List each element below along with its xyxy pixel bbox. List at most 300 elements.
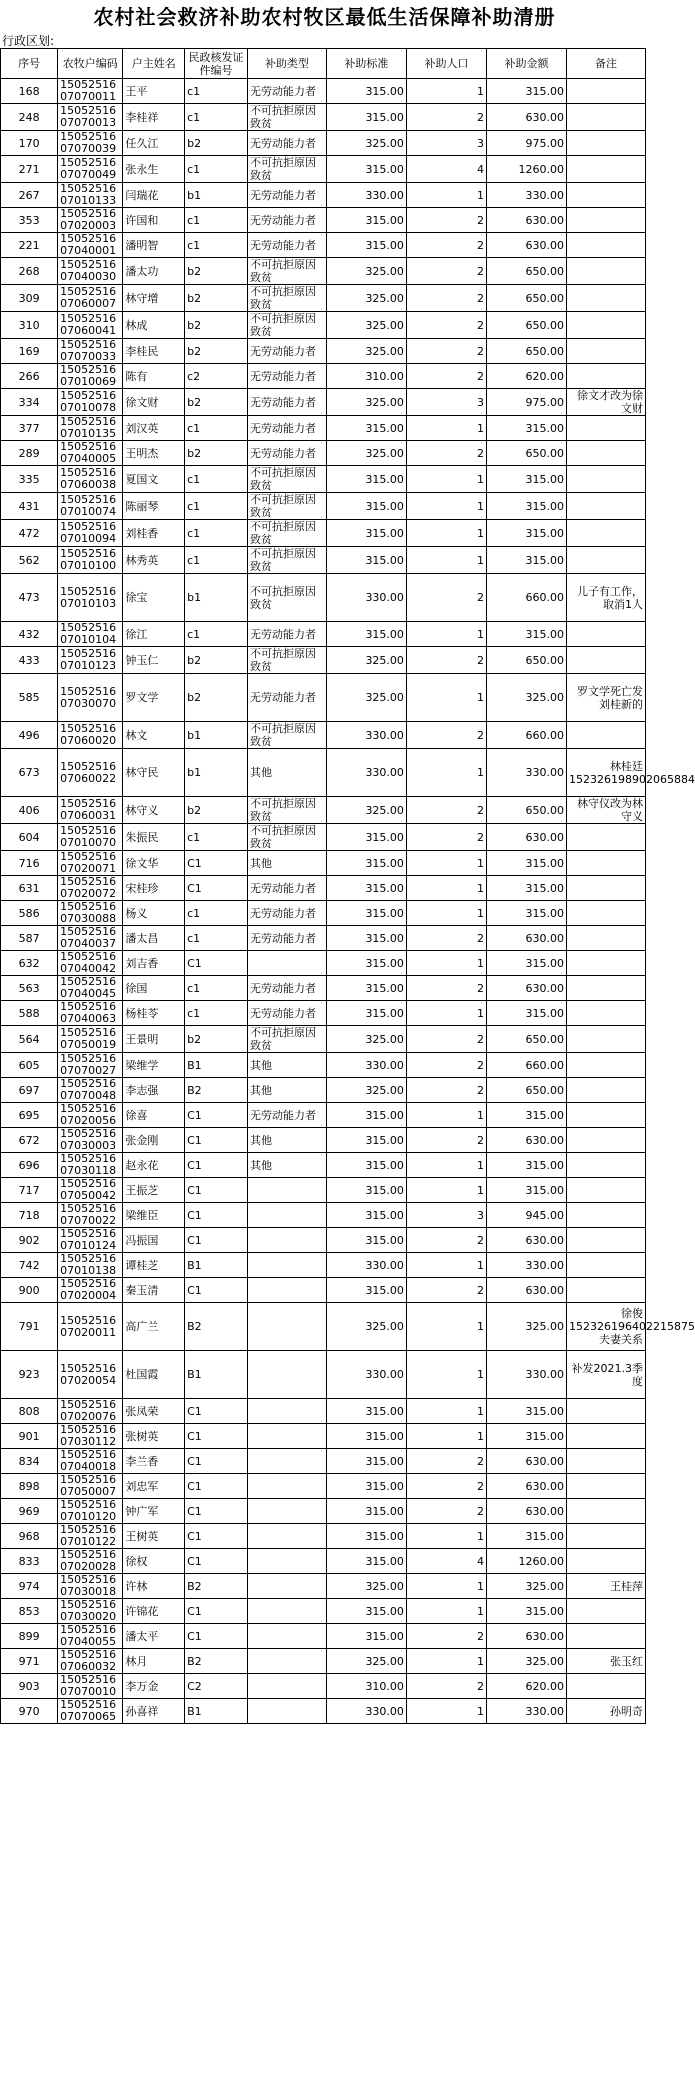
cell-pop: 2: [406, 312, 486, 339]
cell-pop: 3: [406, 389, 486, 416]
cell-type: [247, 1203, 326, 1228]
cell-name: 杨桂苓: [123, 1001, 185, 1026]
cell-type: [247, 1674, 326, 1699]
cell-pop: 1: [406, 1178, 486, 1203]
cell-name: 李志强: [123, 1078, 185, 1103]
cell-std: 315.00: [326, 1103, 406, 1128]
cell-seq: 631: [1, 876, 58, 901]
cell-seq: 309: [1, 285, 58, 312]
cell-cert: c1: [185, 493, 248, 520]
cell-code: 1505251607030088: [58, 901, 123, 926]
cell-seq: 673: [1, 749, 58, 797]
cell-code: 1505251607070033: [58, 339, 123, 364]
cell-amt: 630.00: [486, 926, 566, 951]
cell-std: 330.00: [326, 1699, 406, 1724]
cell-name: 张永生: [123, 156, 185, 183]
cell-name: 徐权: [123, 1549, 185, 1574]
cell-type: [247, 1253, 326, 1278]
cell-amt: 630.00: [486, 1228, 566, 1253]
table-row: [1, 1278, 646, 1303]
cell-std: 315.00: [326, 208, 406, 233]
cell-cert: c1: [185, 1001, 248, 1026]
cell-note: 补发2021.3季度: [567, 1351, 646, 1399]
cell-pop: 2: [406, 1026, 486, 1053]
cell-amt: 315.00: [486, 901, 566, 926]
cell-cert: C1: [185, 876, 248, 901]
cell-std: 315.00: [326, 1399, 406, 1424]
cell-code: 1505251607010124: [58, 1228, 123, 1253]
cell-name: 罗文学: [123, 674, 185, 722]
cell-std: 325.00: [326, 389, 406, 416]
cell-std: 315.00: [326, 156, 406, 183]
cell-pop: 1: [406, 1524, 486, 1549]
cell-name: 梁维学: [123, 1053, 185, 1078]
cell-pop: 1: [406, 520, 486, 547]
cell-code: 1505251607040045: [58, 976, 123, 1001]
cell-code: 1505251607020072: [58, 876, 123, 901]
cell-seq: 563: [1, 976, 58, 1001]
cell-std: 325.00: [326, 312, 406, 339]
cell-pop: 2: [406, 1674, 486, 1699]
cell-type: 无劳动能力者: [247, 901, 326, 926]
cell-pop: 2: [406, 824, 486, 851]
cell-pop: 2: [406, 1449, 486, 1474]
cell-pop: 2: [406, 364, 486, 389]
cell-note: [567, 824, 646, 851]
cell-pop: 1: [406, 674, 486, 722]
cell-note: [567, 901, 646, 926]
cell-note: 徐俊152326196402215875夫妻关系: [567, 1303, 646, 1351]
table-row: [1, 674, 646, 722]
cell-amt: 315.00: [486, 1001, 566, 1026]
cell-pop: 2: [406, 104, 486, 131]
cell-seq: 266: [1, 364, 58, 389]
cell-name: 李万金: [123, 1674, 185, 1699]
cell-std: 330.00: [326, 574, 406, 622]
cell-amt: 325.00: [486, 1303, 566, 1351]
table-row: [1, 574, 646, 622]
table-row: [1, 208, 646, 233]
cell-seq: 586: [1, 901, 58, 926]
cell-code: 1505251607040037: [58, 926, 123, 951]
cell-note: [567, 1499, 646, 1524]
cell-type: 无劳动能力者: [247, 876, 326, 901]
cell-cert: c1: [185, 926, 248, 951]
cell-pop: 4: [406, 1549, 486, 1574]
cell-type: [247, 1549, 326, 1574]
cell-name: 林成: [123, 312, 185, 339]
cell-amt: 315.00: [486, 1599, 566, 1624]
table-row: [1, 1103, 646, 1128]
cell-type: 其他: [247, 1053, 326, 1078]
cell-pop: 1: [406, 416, 486, 441]
cell-code: 1505251607070027: [58, 1053, 123, 1078]
cell-type: 不可抗拒原因致贫: [247, 285, 326, 312]
cell-code: 1505251607060032: [58, 1649, 123, 1674]
cell-code: 1505251607020071: [58, 851, 123, 876]
cell-cert: c1: [185, 547, 248, 574]
cell-cert: C1: [185, 1228, 248, 1253]
cell-type: [247, 1624, 326, 1649]
cell-note: 林守仪改为林守义: [567, 797, 646, 824]
cell-code: 1505251607010069: [58, 364, 123, 389]
table-row: [1, 364, 646, 389]
cell-code: 1505251607070013: [58, 104, 123, 131]
cell-pop: 1: [406, 1103, 486, 1128]
cell-amt: 660.00: [486, 1053, 566, 1078]
cell-amt: 650.00: [486, 797, 566, 824]
cell-note: [567, 1524, 646, 1549]
cell-amt: 315.00: [486, 547, 566, 574]
cell-seq: 902: [1, 1228, 58, 1253]
cell-amt: 650.00: [486, 441, 566, 466]
cell-std: 315.00: [326, 851, 406, 876]
cell-name: 王平: [123, 79, 185, 104]
table-row: [1, 797, 646, 824]
header-std: 补助标准: [326, 49, 406, 79]
cell-seq: 853: [1, 1599, 58, 1624]
cell-std: 315.00: [326, 1278, 406, 1303]
table-row: [1, 1078, 646, 1103]
cell-seq: 604: [1, 824, 58, 851]
cell-note: [567, 364, 646, 389]
cell-pop: 2: [406, 1053, 486, 1078]
cell-std: 325.00: [326, 1026, 406, 1053]
table-row: [1, 285, 646, 312]
cell-amt: 660.00: [486, 574, 566, 622]
cell-cert: C2: [185, 1674, 248, 1699]
cell-seq: 672: [1, 1128, 58, 1153]
cell-cert: b1: [185, 183, 248, 208]
cell-name: 刘桂香: [123, 520, 185, 547]
cell-amt: 315.00: [486, 416, 566, 441]
cell-pop: 2: [406, 441, 486, 466]
cell-pop: 2: [406, 1278, 486, 1303]
cell-type: 不可抗拒原因致贫: [247, 574, 326, 622]
cell-seq: 834: [1, 1449, 58, 1474]
cell-cert: C1: [185, 1474, 248, 1499]
cell-name: 钟广军: [123, 1499, 185, 1524]
table-row: [1, 1549, 646, 1574]
header-note: 备注: [567, 49, 646, 79]
cell-note: [567, 722, 646, 749]
cell-std: 315.00: [326, 976, 406, 1001]
cell-name: 张金刚: [123, 1128, 185, 1153]
cell-seq: 169: [1, 339, 58, 364]
cell-name: 朱振民: [123, 824, 185, 851]
cell-seq: 473: [1, 574, 58, 622]
cell-code: 1505251607020054: [58, 1351, 123, 1399]
cell-std: 325.00: [326, 441, 406, 466]
cell-amt: 650.00: [486, 647, 566, 674]
cell-code: 1505251607040001: [58, 233, 123, 258]
cell-seq: 898: [1, 1474, 58, 1499]
cell-std: 310.00: [326, 1674, 406, 1699]
table-row: [1, 131, 646, 156]
table-row: [1, 876, 646, 901]
cell-pop: 1: [406, 1424, 486, 1449]
cell-std: 325.00: [326, 1078, 406, 1103]
cell-code: 1505251607010100: [58, 547, 123, 574]
cell-amt: 315.00: [486, 520, 566, 547]
cell-cert: C1: [185, 1278, 248, 1303]
cell-cert: b2: [185, 674, 248, 722]
cell-type: 无劳动能力者: [247, 926, 326, 951]
cell-type: 无劳动能力者: [247, 339, 326, 364]
header-amt: 补助金额: [486, 49, 566, 79]
cell-pop: 1: [406, 876, 486, 901]
cell-name: 许锦花: [123, 1599, 185, 1624]
table-row: [1, 416, 646, 441]
cell-seq: 335: [1, 466, 58, 493]
cell-note: [567, 1253, 646, 1278]
cell-cert: b1: [185, 749, 248, 797]
cell-note: [567, 1674, 646, 1699]
cell-name: 任久江: [123, 131, 185, 156]
cell-pop: 2: [406, 647, 486, 674]
table-row: [1, 183, 646, 208]
cell-cert: C1: [185, 851, 248, 876]
cell-std: 325.00: [326, 1649, 406, 1674]
table-row: [1, 1499, 646, 1524]
cell-cert: c1: [185, 520, 248, 547]
cell-code: 1505251607060038: [58, 466, 123, 493]
cell-code: 1505251607010135: [58, 416, 123, 441]
table-row: [1, 1228, 646, 1253]
cell-std: 315.00: [326, 824, 406, 851]
cell-pop: 2: [406, 1128, 486, 1153]
table-row: [1, 622, 646, 647]
cell-cert: c1: [185, 233, 248, 258]
cell-name: 夏国文: [123, 466, 185, 493]
cell-note: [567, 926, 646, 951]
cell-type: 其他: [247, 851, 326, 876]
cell-cert: C1: [185, 1424, 248, 1449]
cell-std: 315.00: [326, 1001, 406, 1026]
cell-pop: 2: [406, 208, 486, 233]
cell-pop: 1: [406, 493, 486, 520]
cell-pop: 2: [406, 574, 486, 622]
cell-type: 无劳动能力者: [247, 131, 326, 156]
cell-cert: c1: [185, 416, 248, 441]
cell-std: 315.00: [326, 493, 406, 520]
cell-note: [567, 285, 646, 312]
cell-name: 潘明智: [123, 233, 185, 258]
cell-seq: 695: [1, 1103, 58, 1128]
table-row: [1, 1178, 646, 1203]
region-label: 行政区划:: [2, 34, 55, 48]
cell-code: 1505251607070010: [58, 1674, 123, 1699]
cell-pop: 2: [406, 797, 486, 824]
cell-code: 1505251607030070: [58, 674, 123, 722]
cell-cert: c1: [185, 824, 248, 851]
cell-seq: 899: [1, 1624, 58, 1649]
cell-amt: 325.00: [486, 1574, 566, 1599]
table-row: [1, 1203, 646, 1228]
table-row: [1, 520, 646, 547]
table-row: [1, 1599, 646, 1624]
cell-amt: 650.00: [486, 1026, 566, 1053]
cell-seq: 791: [1, 1303, 58, 1351]
cell-type: 无劳动能力者: [247, 416, 326, 441]
table-row: [1, 1649, 646, 1674]
cell-amt: 630.00: [486, 824, 566, 851]
cell-seq: 587: [1, 926, 58, 951]
cell-code: 1505251607010138: [58, 1253, 123, 1278]
cell-std: 315.00: [326, 1178, 406, 1203]
cell-cert: c2: [185, 364, 248, 389]
cell-std: 325.00: [326, 258, 406, 285]
cell-name: 林守义: [123, 797, 185, 824]
table-row: [1, 466, 646, 493]
table-row: [1, 79, 646, 104]
cell-std: 325.00: [326, 1574, 406, 1599]
cell-amt: 315.00: [486, 1103, 566, 1128]
cell-note: [567, 1424, 646, 1449]
header-name: 户主姓名: [123, 49, 185, 79]
cell-amt: 315.00: [486, 466, 566, 493]
table-row: [1, 1053, 646, 1078]
cell-amt: 315.00: [486, 622, 566, 647]
cell-note: [567, 1228, 646, 1253]
cell-seq: 742: [1, 1253, 58, 1278]
cell-seq: 268: [1, 258, 58, 285]
cell-seq: 605: [1, 1053, 58, 1078]
cell-amt: 315.00: [486, 951, 566, 976]
cell-name: 刘吉香: [123, 951, 185, 976]
cell-note: [567, 1599, 646, 1624]
cell-cert: b2: [185, 389, 248, 416]
table-row: [1, 851, 646, 876]
cell-note: 林桂廷152326198902065884: [567, 749, 646, 797]
table-body: [1, 78, 695, 1724]
cell-note: [567, 131, 646, 156]
cell-name: 孙喜祥: [123, 1699, 185, 1724]
cell-name: 张凤荣: [123, 1399, 185, 1424]
cell-pop: 1: [406, 951, 486, 976]
cell-seq: 697: [1, 1078, 58, 1103]
table-row: [1, 1674, 646, 1699]
cell-name: 林秀英: [123, 547, 185, 574]
table-row: [1, 1624, 646, 1649]
cell-type: 不可抗拒原因致贫: [247, 647, 326, 674]
cell-std: 330.00: [326, 1253, 406, 1278]
cell-name: 林文: [123, 722, 185, 749]
cell-pop: 2: [406, 339, 486, 364]
cell-type: [247, 1499, 326, 1524]
cell-code: 1505251607020028: [58, 1549, 123, 1574]
cell-type: [247, 1649, 326, 1674]
cell-seq: 900: [1, 1278, 58, 1303]
cell-std: 325.00: [326, 131, 406, 156]
cell-seq: 271: [1, 156, 58, 183]
table-row: [1, 1128, 646, 1153]
cell-name: 冯振国: [123, 1228, 185, 1253]
table-row: [1, 312, 646, 339]
cell-name: 钟玉仁: [123, 647, 185, 674]
cell-seq: 588: [1, 1001, 58, 1026]
cell-note: [567, 520, 646, 547]
cell-amt: 330.00: [486, 1351, 566, 1399]
cell-name: 王明杰: [123, 441, 185, 466]
cell-code: 1505251607010122: [58, 1524, 123, 1549]
cell-code: 1505251607050019: [58, 1026, 123, 1053]
cell-code: 1505251607010120: [58, 1499, 123, 1524]
cell-code: 1505251607030112: [58, 1424, 123, 1449]
cell-code: 1505251607060022: [58, 749, 123, 797]
cell-type: [247, 1524, 326, 1549]
cell-note: [567, 1278, 646, 1303]
cell-note: 罗文学死亡发刘桂新的: [567, 674, 646, 722]
table-row: [1, 901, 646, 926]
cell-name: 赵永花: [123, 1153, 185, 1178]
cell-std: 315.00: [326, 951, 406, 976]
cell-type: 无劳动能力者: [247, 441, 326, 466]
cell-std: 315.00: [326, 520, 406, 547]
cell-name: 闫瑞花: [123, 183, 185, 208]
cell-type: 无劳动能力者: [247, 364, 326, 389]
cell-code: 1505251607040042: [58, 951, 123, 976]
cell-pop: 2: [406, 926, 486, 951]
cell-code: 1505251607060020: [58, 722, 123, 749]
cell-pop: 1: [406, 851, 486, 876]
cell-note: [567, 1128, 646, 1153]
cell-seq: 971: [1, 1649, 58, 1674]
cell-note: [567, 1399, 646, 1424]
cell-note: [567, 547, 646, 574]
cell-code: 1505251607010094: [58, 520, 123, 547]
cell-type: [247, 1303, 326, 1351]
cell-type: 无劳动能力者: [247, 79, 326, 104]
cell-cert: b1: [185, 574, 248, 622]
cell-cert: C1: [185, 1128, 248, 1153]
cell-note: 王桂萍: [567, 1574, 646, 1599]
cell-name: 杨义: [123, 901, 185, 926]
cell-code: 1505251607030003: [58, 1128, 123, 1153]
cell-pop: 4: [406, 156, 486, 183]
cell-name: 徐文财: [123, 389, 185, 416]
cell-type: [247, 951, 326, 976]
page-title: 农村社会救济补助农村牧区最低生活保障补助清册: [93, 5, 556, 29]
cell-std: 325.00: [326, 339, 406, 364]
cell-seq: 585: [1, 674, 58, 722]
cell-code: 1505251607020004: [58, 1278, 123, 1303]
cell-note: 孙明奇: [567, 1699, 646, 1724]
cell-std: 315.00: [326, 622, 406, 647]
table-row: [1, 1474, 646, 1499]
cell-pop: 2: [406, 722, 486, 749]
cell-amt: 330.00: [486, 749, 566, 797]
cell-amt: 650.00: [486, 339, 566, 364]
table-row: [1, 258, 646, 285]
cell-name: 许国和: [123, 208, 185, 233]
cell-pop: 1: [406, 1649, 486, 1674]
cell-amt: 630.00: [486, 208, 566, 233]
cell-cert: c1: [185, 104, 248, 131]
table-row: [1, 1524, 646, 1549]
cell-note: 儿子有工作，取消1人: [567, 574, 646, 622]
cell-type: [247, 1574, 326, 1599]
cell-seq: 433: [1, 647, 58, 674]
cell-amt: 315.00: [486, 876, 566, 901]
cell-seq: 267: [1, 183, 58, 208]
cell-type: 不可抗拒原因致贫: [247, 156, 326, 183]
cell-amt: 975.00: [486, 131, 566, 156]
cell-seq: 496: [1, 722, 58, 749]
cell-std: 315.00: [326, 1153, 406, 1178]
header-pop: 补助人口: [406, 49, 486, 79]
cell-std: 330.00: [326, 749, 406, 797]
